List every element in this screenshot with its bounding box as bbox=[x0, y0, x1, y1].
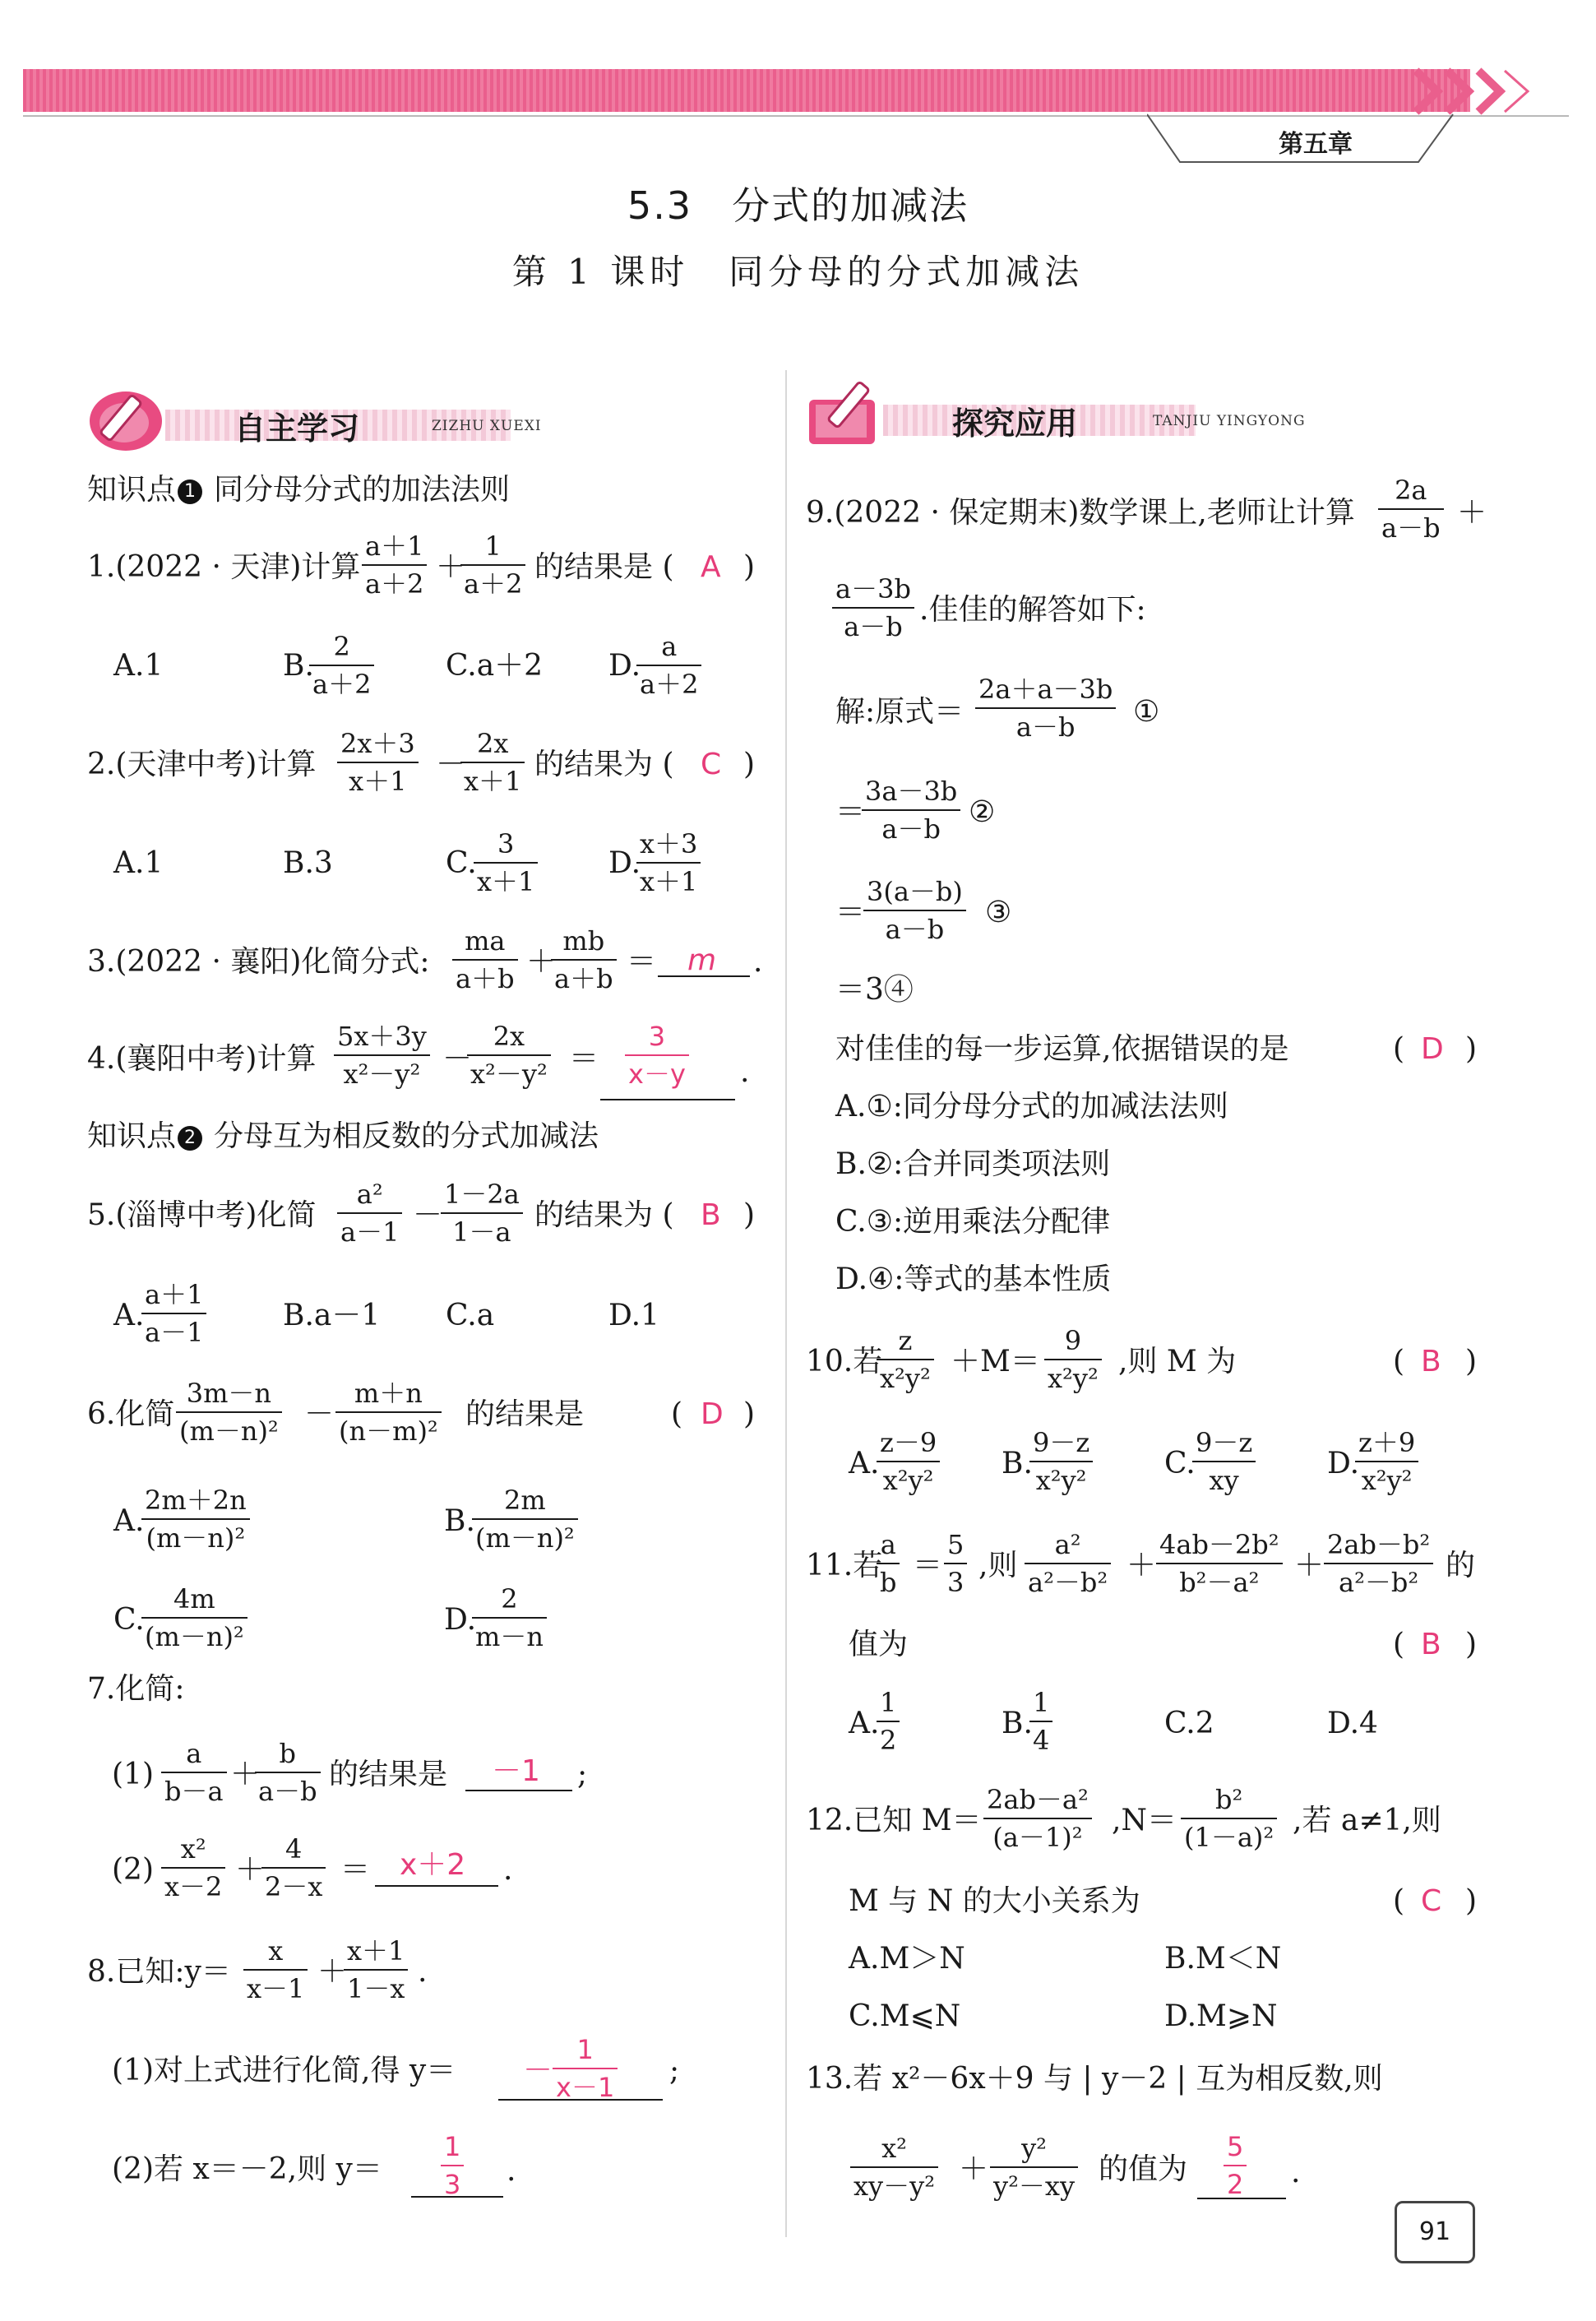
text-run: ) bbox=[1465, 1345, 1478, 1378]
fraction: x＋1 1－x bbox=[344, 1938, 408, 2002]
text-run: 的结果是 ( bbox=[534, 550, 674, 584]
text-run: A.1 bbox=[113, 846, 164, 880]
text-run: B. bbox=[444, 1504, 475, 1538]
fraction: 9－z x²y² bbox=[1029, 1429, 1093, 1494]
text-run: ＋ bbox=[235, 1853, 266, 1887]
banner-explore bbox=[804, 375, 1363, 449]
text-run: B.②:合并同类项法则 bbox=[835, 1147, 1111, 1181]
text-run: 9.(2022 · 保定期末)数学课上,老师让计算 bbox=[806, 496, 1355, 530]
text-run: ( bbox=[1393, 1345, 1405, 1378]
answer-blank-line bbox=[375, 1885, 498, 1887]
fraction: z x²y² bbox=[877, 1327, 934, 1392]
fraction: 2x x²－y² bbox=[467, 1023, 551, 1087]
answer-q11: B bbox=[1421, 1628, 1441, 1661]
text-run: － bbox=[442, 1042, 473, 1076]
fraction: a b－a bbox=[161, 1740, 227, 1804]
text-run: ＝ bbox=[835, 896, 866, 929]
text-run: ; bbox=[577, 1758, 588, 1791]
text-run: 2.(天津中考)计算 bbox=[87, 748, 317, 781]
text-run: ) bbox=[743, 1397, 756, 1431]
fraction: 3m－n (m－n)² bbox=[176, 1380, 282, 1444]
fraction: 2x＋3 x＋1 bbox=[337, 730, 419, 795]
text-run: A.1 bbox=[113, 649, 164, 683]
text-run: 的结果为 ( bbox=[534, 1198, 674, 1232]
text-run: . bbox=[740, 1055, 750, 1089]
text-run: 的值为 bbox=[1099, 2152, 1188, 2186]
text-run: (1)对上式进行化简,得 y＝ bbox=[112, 2054, 456, 2087]
text-run: A. bbox=[849, 1447, 880, 1480]
fraction: z－9 x²y² bbox=[877, 1429, 940, 1494]
text-run: A.M＞N bbox=[849, 1942, 965, 1976]
pen-note-icon bbox=[86, 380, 177, 454]
text-run: D.④:等式的基本性质 bbox=[835, 1262, 1112, 1296]
answer-blank-line bbox=[498, 2099, 663, 2101]
banner-self-study bbox=[86, 380, 645, 454]
fraction: x² xy－y² bbox=[850, 2135, 938, 2199]
text-run: . bbox=[1291, 2156, 1301, 2189]
answer-q10: B bbox=[1421, 1345, 1441, 1378]
text-run: 的结果是 bbox=[465, 1397, 585, 1431]
answer-q12: C bbox=[1421, 1884, 1442, 1918]
fraction: z＋9 x²y² bbox=[1355, 1429, 1418, 1494]
text-run: ＝ bbox=[835, 795, 866, 829]
fraction: 2m (m－n)² bbox=[472, 1487, 578, 1551]
text-run: B. bbox=[1002, 1447, 1033, 1480]
header-band bbox=[23, 69, 1470, 112]
fraction: x＋3 x＋1 bbox=[636, 831, 701, 895]
fraction: b² (1－a)² bbox=[1181, 1786, 1277, 1851]
text-run: ③ bbox=[985, 896, 1012, 929]
fraction: 1 a＋2 bbox=[460, 533, 525, 597]
text-run: ＝ bbox=[627, 945, 657, 979]
text-run: ＋ bbox=[1126, 1549, 1157, 1582]
text-run: ＝ bbox=[569, 1042, 599, 1076]
text-run: . bbox=[507, 2154, 516, 2188]
text-run: 值为 bbox=[849, 1628, 909, 1661]
text-run: B.3 bbox=[283, 846, 333, 880]
fraction: x x－1 bbox=[243, 1938, 308, 2002]
text-run: ＋ bbox=[1294, 1549, 1325, 1582]
text-run: ＝3④ bbox=[835, 973, 914, 1007]
text-run: B.M＜N bbox=[1164, 1942, 1282, 1976]
text-run: A.①:同分母分式的加减法法则 bbox=[835, 1090, 1228, 1123]
fraction: 3 x＋1 bbox=[474, 831, 538, 895]
banner-explore-en: TANJIU YINGYONG bbox=[1153, 413, 1306, 429]
text-run: B. bbox=[283, 649, 314, 683]
lesson-title: 第 1 课时 同分母的分式加减法 bbox=[511, 252, 1085, 292]
text-run: A. bbox=[849, 1707, 880, 1740]
text-run: － bbox=[523, 2054, 553, 2087]
text-run: (2)若 x＝－2,则 y＝ bbox=[112, 2152, 382, 2186]
text-run: 1.(2022 · 天津)计算 bbox=[87, 550, 361, 584]
fraction: m＋n (n－m)² bbox=[335, 1380, 442, 1444]
text-run: B.a－1 bbox=[283, 1299, 381, 1332]
page-number: 91 bbox=[1395, 2201, 1475, 2263]
fraction: 5 3 bbox=[944, 1531, 967, 1596]
fraction: a a＋2 bbox=[636, 633, 701, 697]
text-run: D.4 bbox=[1327, 1707, 1378, 1740]
fraction: ma a＋b bbox=[452, 928, 518, 992]
fraction: y² y²－xy bbox=[990, 2135, 1078, 2199]
text-run: ) bbox=[1465, 1628, 1478, 1661]
fraction: b a－b bbox=[255, 1740, 321, 1804]
answer-q6: D bbox=[701, 1397, 724, 1431]
text-run: ) bbox=[1465, 1884, 1478, 1918]
fraction: 2 m－n bbox=[472, 1586, 547, 1650]
text-run: C. bbox=[113, 1603, 145, 1637]
fraction: 2m＋2n (m－n)² bbox=[141, 1487, 250, 1551]
fraction: a b bbox=[877, 1531, 900, 1596]
chapter-label: 第五章 bbox=[1279, 130, 1353, 159]
text-run: 3.(2022 · 襄阳)化简分式: bbox=[87, 945, 430, 979]
fraction: a² a－1 bbox=[337, 1181, 402, 1245]
text-run: 解:原式＝ bbox=[835, 695, 965, 729]
text-run: 4.(襄阳中考)计算 bbox=[87, 1042, 317, 1076]
answer-q3: m bbox=[687, 943, 717, 977]
fraction: 2a＋a－3b a－b bbox=[975, 676, 1116, 740]
text-run: ＋ bbox=[317, 1955, 348, 1989]
text-run: ; bbox=[669, 2054, 680, 2087]
text-run: ) bbox=[743, 550, 756, 584]
text-run: 11.若 bbox=[806, 1549, 883, 1582]
answer-q7-2: x＋2 bbox=[400, 1848, 466, 1882]
text-run: － bbox=[413, 1198, 443, 1232]
answer-blank-line bbox=[600, 1099, 735, 1100]
text-run: ＝ bbox=[913, 1549, 943, 1582]
text-run: ) bbox=[743, 1198, 756, 1232]
text-run: 8.已知:y＝ bbox=[87, 1955, 231, 1989]
text-run: ) bbox=[743, 748, 756, 781]
text-run: ( bbox=[1393, 1884, 1405, 1918]
text-run: 的结果为 ( bbox=[534, 748, 674, 781]
fraction: 3a－3b a－b bbox=[862, 778, 960, 842]
text-run: 12.已知 M＝ bbox=[806, 1804, 982, 1837]
text-run: ＋M＝ bbox=[951, 1345, 1040, 1378]
text-run: . bbox=[753, 945, 763, 979]
column-divider bbox=[785, 370, 787, 2237]
text-run: ( bbox=[1393, 1032, 1405, 1066]
section-title: 5.3 分式的加减法 bbox=[627, 183, 969, 228]
text-run: ,N＝ bbox=[1112, 1804, 1177, 1837]
text-run: ＋ bbox=[230, 1758, 261, 1791]
text-run: D.M⩾N bbox=[1164, 1999, 1278, 2033]
pen-note-icon bbox=[804, 375, 895, 449]
text-run: 的 bbox=[1446, 1549, 1476, 1582]
fraction: 1 2 bbox=[877, 1689, 900, 1753]
text-run: ) bbox=[1465, 1032, 1478, 1066]
text-run: .佳佳的解答如下: bbox=[919, 593, 1146, 627]
answer-blank-line bbox=[411, 2196, 503, 2198]
answer-q9: D bbox=[1421, 1032, 1444, 1066]
answer-q8-2: 1 3 bbox=[441, 2133, 464, 2198]
knowledge-point-2: 知识点 2 分母互为相反数的分式加减法 bbox=[87, 1119, 599, 1153]
knowledge-point-1: 知识点 1 同分母分式的加法法则 bbox=[87, 473, 511, 507]
fraction: 4ab－2b² b²－a² bbox=[1156, 1531, 1283, 1596]
fraction: 4 2－x bbox=[261, 1836, 326, 1900]
fraction: a＋1 a－1 bbox=[141, 1281, 206, 1346]
text-run: ＋ bbox=[959, 2152, 989, 2186]
answer-q7-1: －1 bbox=[492, 1754, 540, 1788]
text-run: 13.若 x²－6x＋9 与 | y－2 | 互为相反数,则 bbox=[806, 2062, 1383, 2096]
text-run: D.1 bbox=[608, 1299, 659, 1332]
fraction: 3(a－b) a－b bbox=[863, 878, 966, 943]
fraction: 2ab－b² a²－b² bbox=[1324, 1531, 1433, 1596]
fraction: a＋1 a＋2 bbox=[362, 533, 427, 597]
banner-self-study-en: ZIZHU XUEXI bbox=[432, 418, 542, 434]
text-run: 5.(淄博中考)化简 bbox=[87, 1198, 317, 1232]
text-run: ＝ bbox=[340, 1853, 371, 1887]
answer-q4: 3 x－y bbox=[625, 1023, 689, 1087]
banner-self-study-label: 自主学习 bbox=[234, 410, 360, 447]
answer-q5: B bbox=[701, 1198, 721, 1232]
fraction: 4m (m－n)² bbox=[141, 1586, 247, 1650]
text-run: 的结果是 bbox=[329, 1758, 448, 1791]
text-run: ② bbox=[969, 795, 996, 829]
text-run: ＋ bbox=[1457, 496, 1487, 530]
fraction: 9 x²y² bbox=[1044, 1327, 1102, 1392]
text-run: A. bbox=[113, 1504, 145, 1538]
text-run: C.M⩽N bbox=[849, 1999, 961, 2033]
text-run: ,若 a≠1,则 bbox=[1293, 1804, 1441, 1837]
text-run: . bbox=[503, 1853, 513, 1887]
fraction: a² a²－b² bbox=[1025, 1531, 1111, 1596]
answer-q13: 5 2 bbox=[1224, 2133, 1247, 2198]
fraction: 2a a－b bbox=[1378, 477, 1444, 541]
text-run: C. bbox=[1164, 1447, 1196, 1480]
text-run: 6.化简 bbox=[87, 1397, 175, 1431]
text-run: . bbox=[418, 1955, 428, 1989]
banner-explore-label: 探究应用 bbox=[952, 405, 1078, 442]
text-run: － bbox=[436, 748, 466, 781]
text-run: 7.化简: bbox=[87, 1672, 185, 1706]
text-run: C.2 bbox=[1164, 1707, 1214, 1740]
fraction: 2 a＋2 bbox=[309, 633, 374, 697]
text-run: M 与 N 的大小关系为 bbox=[849, 1884, 1140, 1918]
text-run: ,则 M 为 bbox=[1118, 1345, 1237, 1378]
text-run: B. bbox=[1002, 1707, 1033, 1740]
fraction: 1 4 bbox=[1029, 1689, 1052, 1753]
text-run: ( bbox=[1393, 1628, 1405, 1661]
fraction: 5x＋3y x²－y² bbox=[334, 1023, 430, 1087]
answer-blank-line bbox=[465, 1790, 572, 1791]
text-run: 10.若 bbox=[806, 1345, 883, 1378]
text-run: (1) bbox=[112, 1758, 154, 1791]
text-run: ( bbox=[671, 1397, 683, 1431]
text-run: ＋ bbox=[526, 945, 557, 979]
text-run: C.a＋2 bbox=[446, 649, 544, 683]
text-run: ＋ bbox=[436, 550, 466, 584]
text-run: C. bbox=[446, 846, 477, 880]
fraction: 1－2a 1－a bbox=[441, 1181, 523, 1245]
answer-q8-1: 1 x－1 bbox=[553, 2036, 618, 2101]
text-run: D. bbox=[608, 649, 641, 683]
text-run: ,则 bbox=[978, 1549, 1018, 1582]
fraction: 2ab－a² (a－1)² bbox=[983, 1786, 1092, 1851]
text-run: ① bbox=[1133, 695, 1160, 729]
text-run: A. bbox=[113, 1299, 145, 1332]
text-run: D. bbox=[1327, 1447, 1360, 1480]
answer-blank-line bbox=[1197, 2198, 1286, 2199]
fraction: 2x x＋1 bbox=[460, 730, 525, 795]
text-run: (2) bbox=[112, 1853, 154, 1887]
fraction: a－3b a－b bbox=[832, 576, 914, 640]
fraction: x² x－2 bbox=[161, 1836, 225, 1900]
answer-q1: A bbox=[701, 550, 721, 584]
text-run: C.a bbox=[446, 1299, 495, 1332]
text-run: － bbox=[304, 1397, 335, 1431]
text-run: D. bbox=[608, 846, 641, 880]
text-run: D. bbox=[444, 1603, 477, 1637]
fraction: mb a＋b bbox=[551, 928, 617, 992]
text-run: 对佳佳的每一步运算,依据错误的是 bbox=[835, 1032, 1289, 1066]
fraction: 9－z xy bbox=[1192, 1429, 1256, 1494]
answer-q2: C bbox=[701, 748, 722, 781]
text-run: C.③:逆用乘法分配律 bbox=[835, 1205, 1111, 1239]
